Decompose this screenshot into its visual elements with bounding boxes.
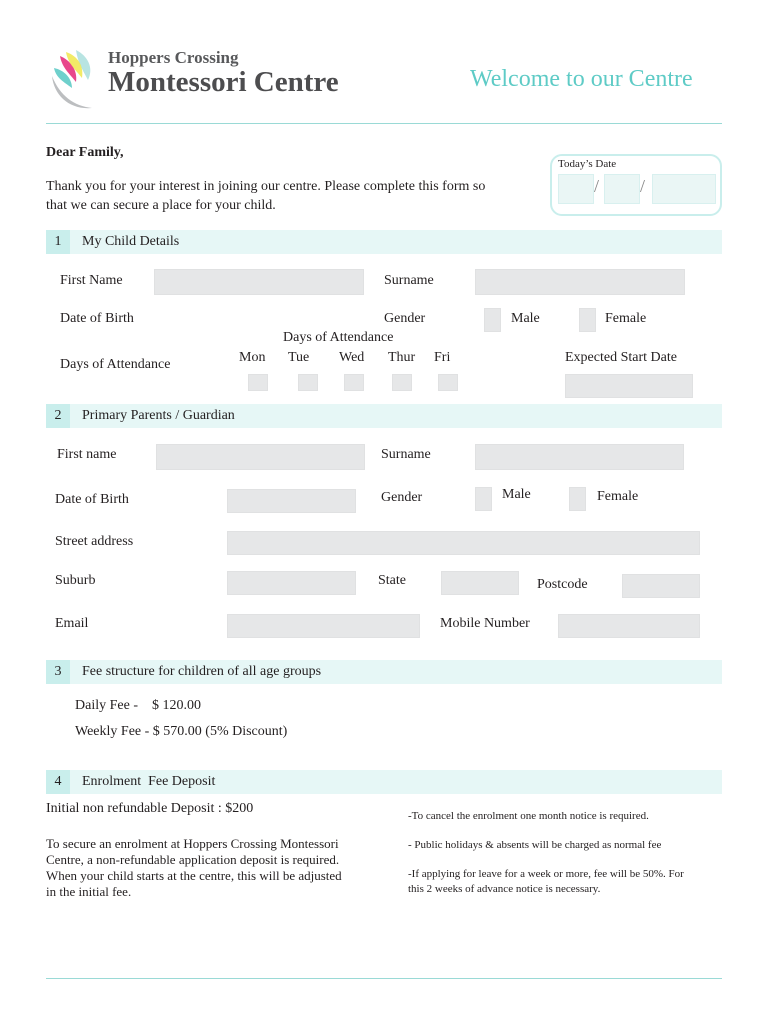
day-tue-checkbox[interactable] — [298, 374, 318, 391]
parent-dob-field[interactable] — [227, 489, 356, 513]
note-leave-line-2: this 2 weeks of advance notice is necessary. — [408, 883, 601, 895]
section-4-title: Enrolment Fee Deposit — [82, 774, 216, 789]
intro-line-2: that we can secure a place for your child. — [46, 198, 276, 213]
email-field[interactable] — [227, 614, 420, 638]
street-label: Street address — [55, 534, 134, 549]
brand-main: Montessori Centre — [108, 66, 339, 98]
child-gender-label: Gender — [384, 311, 426, 326]
section-2-number: 2 — [46, 404, 70, 428]
deposit-info-line-1: To secure an enrolment at Hoppers Crossing Montessori — [46, 836, 339, 851]
parent-female-label: Female — [597, 489, 639, 504]
day-mon-label: Mon — [239, 350, 266, 365]
day-wed-label: Wed — [339, 350, 365, 365]
day-thur-label: Thur — [388, 350, 416, 365]
daily-fee: Daily Fee - $ 120.00 — [75, 698, 201, 713]
deposit-info-line-3: When your child starts at the centre, this will be adjusted — [46, 868, 342, 883]
section-4-number: 4 — [46, 770, 70, 794]
street-field[interactable] — [227, 531, 700, 555]
suburb-label: Suburb — [55, 573, 96, 588]
day-mon-checkbox[interactable] — [248, 374, 268, 391]
day-fri-label: Fri — [434, 350, 451, 365]
note-cancel: -To cancel the enrolment one month notice is required. — [408, 810, 649, 822]
parent-male-checkbox[interactable] — [475, 487, 492, 511]
deposit-info-line-2: Centre, a non-refundable application deposit is required. — [46, 852, 340, 867]
child-male-checkbox[interactable] — [484, 308, 501, 332]
parent-dob-label: Date of Birth — [55, 492, 129, 507]
child-female-checkbox[interactable] — [579, 308, 596, 332]
deposit-info-line-4: in the initial fee. — [46, 884, 132, 899]
child-first-name-field[interactable] — [154, 269, 364, 295]
header-divider — [46, 123, 722, 124]
date-day-field[interactable] — [558, 174, 594, 204]
child-surname-field[interactable] — [475, 269, 685, 295]
intro-line-1: Thank you for your interest in joining our centre. Please complete this form so — [46, 179, 486, 194]
parent-first-name-label: First name — [57, 447, 117, 462]
state-label: State — [378, 573, 406, 588]
expected-start-label: Expected Start Date — [565, 350, 677, 365]
state-field[interactable] — [441, 571, 519, 595]
email-label: Email — [55, 616, 89, 631]
section-1-number: 1 — [46, 230, 70, 254]
day-thur-checkbox[interactable] — [392, 374, 412, 391]
brand-top: Hoppers Crossing — [108, 48, 239, 67]
parent-surname-field[interactable] — [475, 444, 684, 470]
day-wed-checkbox[interactable] — [344, 374, 364, 391]
suburb-field[interactable] — [227, 571, 356, 595]
note-leave-line-1: -If applying for leave for a week or more, fee will be 50%. For — [408, 868, 684, 880]
day-fri-checkbox[interactable] — [438, 374, 458, 391]
postcode-field[interactable] — [622, 574, 700, 598]
child-surname-label: Surname — [384, 273, 434, 288]
date-year-field[interactable] — [652, 174, 716, 204]
parent-female-checkbox[interactable] — [569, 487, 586, 511]
date-month-field[interactable] — [604, 174, 640, 204]
child-female-label: Female — [605, 311, 647, 326]
parent-male-label: Male — [502, 487, 531, 502]
footer-divider — [46, 978, 722, 979]
child-male-label: Male — [511, 311, 540, 326]
logo-icon — [48, 46, 104, 114]
parent-gender-label: Gender — [381, 490, 423, 505]
section-2-title: Primary Parents / Guardian — [82, 408, 235, 423]
expected-start-field[interactable] — [565, 374, 693, 398]
section-3-number: 3 — [46, 660, 70, 684]
days-label: Days of Attendance — [60, 357, 171, 372]
mobile-field[interactable] — [558, 614, 700, 638]
day-tue-label: Tue — [288, 350, 310, 365]
section-3-title: Fee structure for children of all age groups — [82, 664, 322, 679]
welcome-title: Welcome to our Centre — [470, 66, 693, 92]
child-first-name-label: First Name — [60, 273, 123, 288]
mobile-label: Mobile Number — [440, 616, 530, 631]
parent-first-name-field[interactable] — [156, 444, 365, 470]
child-dob-label: Date of Birth — [60, 311, 134, 326]
date-separator-1: / — [594, 176, 600, 196]
greeting: Dear Family, — [46, 145, 124, 160]
note-holidays: - Public holidays & absents will be charged as normal fee — [408, 839, 662, 851]
todays-date-label: Today’s Date — [558, 158, 617, 170]
days-header: Days of Attendance — [283, 330, 394, 345]
date-separator-2: / — [640, 176, 646, 196]
parent-surname-label: Surname — [381, 447, 431, 462]
section-1-title: My Child Details — [82, 234, 180, 249]
postcode-label: Postcode — [537, 577, 588, 592]
weekly-fee: Weekly Fee - $ 570.00 (5% Discount) — [75, 724, 288, 739]
deposit-text: Initial non refundable Deposit : $200 — [46, 801, 254, 816]
